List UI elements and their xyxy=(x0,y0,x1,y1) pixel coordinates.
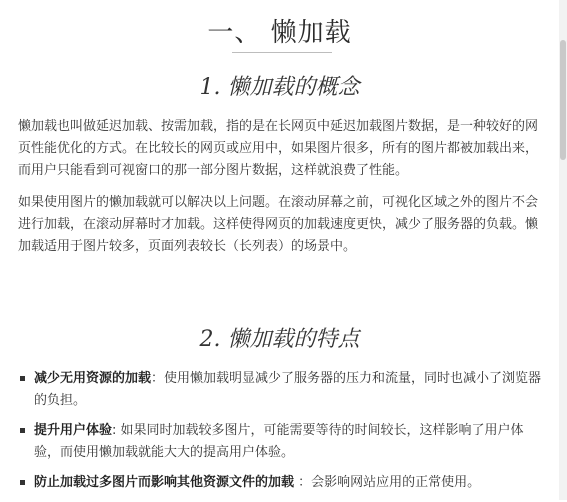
feature-title: 提升用户体验 xyxy=(34,423,113,438)
heading-underline xyxy=(232,52,332,53)
feature-title: 减少无用资源的加载 xyxy=(34,371,152,386)
list-item xyxy=(18,472,548,494)
feature-title: 防止加载过多图片而影响其他资源文件的加载 xyxy=(34,475,295,490)
features-list xyxy=(18,368,548,502)
square-bullet-icon xyxy=(20,376,25,381)
concept-paragraph-2: 如果使用图片的懒加载就可以解决以上问题。在滚动屏幕之前，可视化区域之外的图片不会进行加载，在滚动屏幕时才加载。这样使得网页的加载速度更快，减少了服务器的负载。懒加载适用于图片较多，页面列表较长（长列表）的场景中。 xyxy=(18,195,539,254)
list-item xyxy=(18,420,548,464)
scrollbar-thumb[interactable] xyxy=(560,40,566,160)
feature-text: : 如果同时加载较多图片，可能需要等待的时间较长，这样影响了用户体验，而使用懒加载就能大大的提高用户体验。 xyxy=(34,423,524,460)
vertical-scrollbar[interactable] xyxy=(559,0,567,500)
features-heading: 2. 懒加载的特点 xyxy=(199,327,360,352)
concept-heading: 1. 懒加载的概念 xyxy=(199,75,360,100)
concept-paragraph-1: 懒加载也叫做延迟加载、按需加载，指的是在长网页中延迟加载图片数据，是一种较好的网页性能优化的方式。在比较长的网页或应用中，如果图片很多，所有的图片都被加载出来，而用户只能看到可视窗口的那一部分图片数据，这样就浪费了性能。 xyxy=(18,119,539,178)
feature-text: ：使用懒加载明显减少了服务器的压力和流量，同时也减小了浏览器的负担。 xyxy=(34,371,542,408)
square-bullet-icon xyxy=(20,428,25,433)
list-item xyxy=(18,368,548,412)
feature-text: ：会影响网站应用的正常使用。 xyxy=(294,475,481,490)
section-heading: 一、 懒加载 xyxy=(207,18,352,48)
square-bullet-icon xyxy=(20,480,25,485)
